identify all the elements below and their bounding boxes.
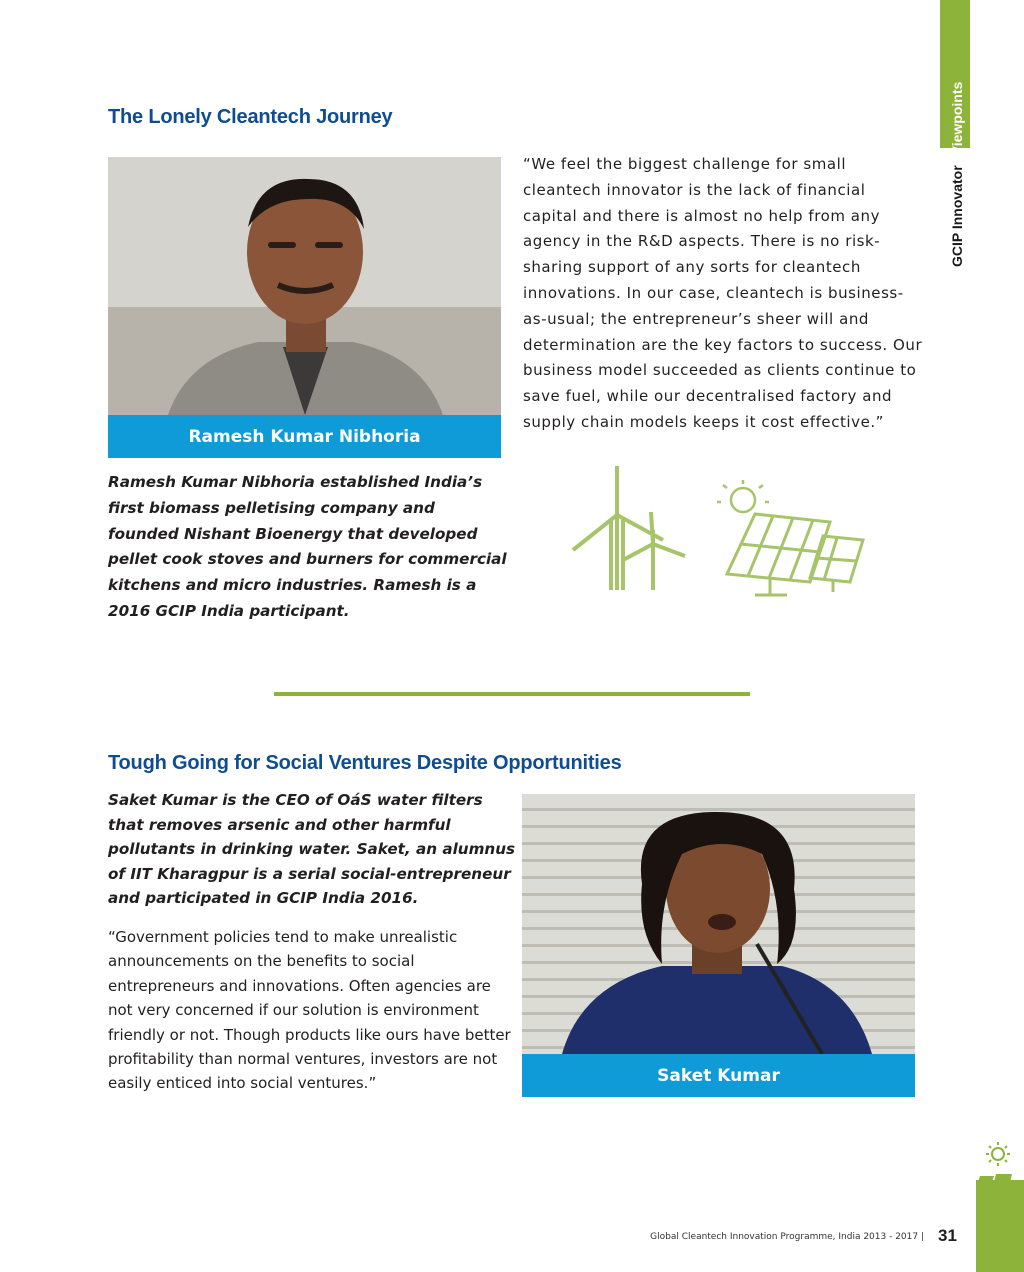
bio-saket: Saket Kumar is the CEO of OáS water filters that removes arsenic and other harmful pollutants in drinking water. Saket, an alumnus of IIT Kharagpur is a serial social-entrepreneur and participated in GCIP India 2016. xyxy=(108,791,516,907)
portrait-illustration-2 xyxy=(522,794,915,1054)
quote-saket: “Government policies tend to make unrealistic announcements on the benefits to social entrepreneurs and innovations. Often agencies are not very concerned if our solution is environment friendly or not. Though products like ours have better profitability than normal ventures, investors are not easily enticed into social ventures.” xyxy=(108,928,511,1093)
photo-caption-ramesh: Ramesh Kumar Nibhoria xyxy=(108,415,501,458)
photo-ramesh-kumar-nibhoria xyxy=(108,157,501,415)
footer-text: Global Cleantech Innovation Programme, India 2013 - 2017 | xyxy=(650,1232,924,1242)
photo-caption-saket: Saket Kumar xyxy=(522,1054,915,1097)
wind-turbines-icon xyxy=(573,466,685,590)
bio-ramesh: Ramesh Kumar Nibhoria established India’s first biomass pelletising company and founded Nishant Bioenergy that developed pellet cook stoves and burners for commercial kitchens and micro industries. Ramesh is a 2016 GCIP India participant. xyxy=(108,473,507,620)
page-number: 31 xyxy=(938,1226,957,1245)
quote-ramesh: “We feel the biggest challenge for small cleantech innovator is the lack of financial capital and there is almost no help from any agency in the R&D aspects. There is no risk-sharing support of any sorts for cleantech innovations. In our case, cleantech is business-as-usual; the entrepreneur’s sheer will and determination are the key factors to success. Our business model succeeded as clients continue to save fuel, while our decentralised factory and supply chain models keeps it cost effective.” xyxy=(523,155,923,431)
side-label-viewpoints: Viewpoints xyxy=(949,81,965,156)
solar-panel-icon xyxy=(727,514,863,595)
section1-title: The Lonely Cleantech Journey xyxy=(108,106,393,128)
portrait-illustration xyxy=(108,157,501,415)
sun-icon xyxy=(717,480,769,512)
corner-tab xyxy=(976,1180,1024,1272)
photo-saket-kumar xyxy=(522,794,915,1054)
corner-solar-icon xyxy=(972,1140,1024,1186)
side-label-gcip-innovator: GCIP Innovator xyxy=(949,165,965,267)
cleantech-illustration xyxy=(565,460,875,610)
section2-title: Tough Going for Social Ventures Despite Opportunities xyxy=(108,752,622,774)
section-divider xyxy=(274,692,750,696)
